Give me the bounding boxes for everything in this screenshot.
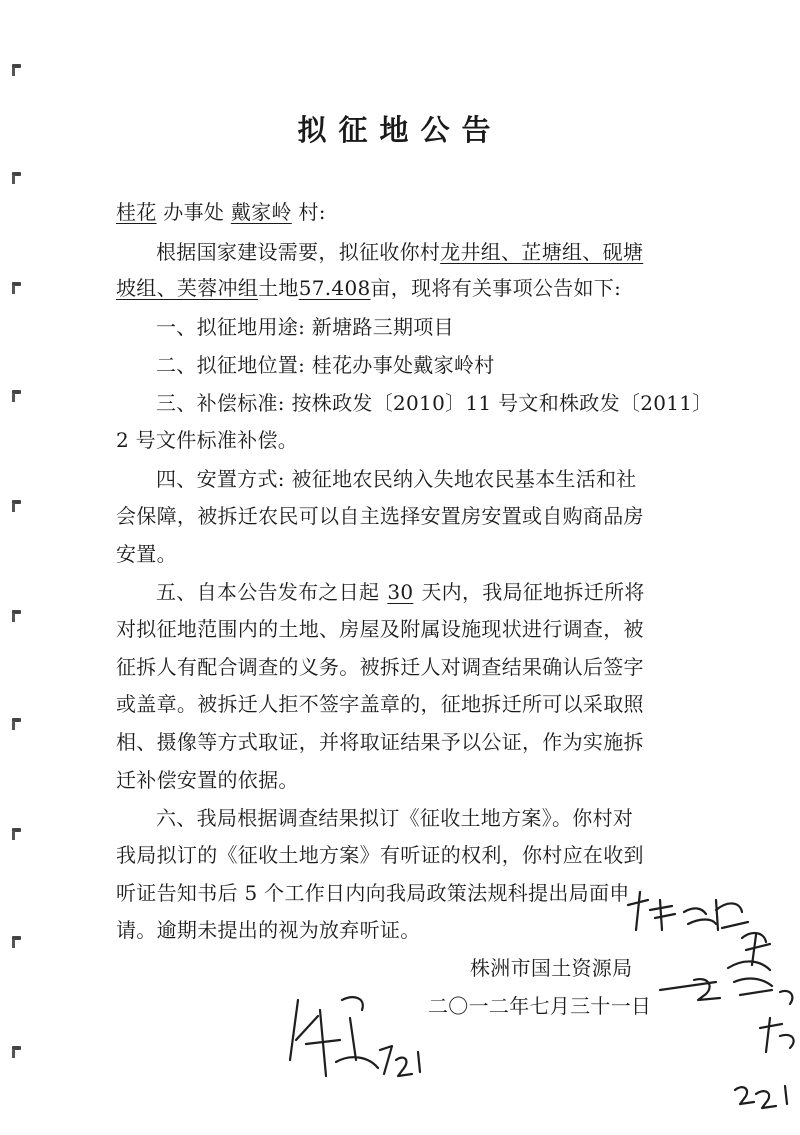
item-resettle-line-2: 会保障，被拆迁农民可以自主选择安置房安置或自购商品房 — [116, 504, 644, 528]
intro-text: 根据国家建设需要，拟征收你村 — [156, 240, 441, 264]
issue-date: 二〇一二年七月三十一日 — [428, 994, 652, 1018]
item-standard-line-1: 三、补偿标准: 按株政发〔2010〕11 号文和株政发〔2011〕 — [156, 391, 713, 415]
issuer-name: 株洲市国土资源局 — [470, 956, 633, 980]
survey-text: 五、自本公告发布之日起 — [156, 580, 380, 604]
office-suffix: 办事处 — [163, 200, 225, 224]
item-hearing-line-2: 我局拟订的《征收土地方案》有听证的权利，你村应在收到 — [116, 843, 644, 867]
item-purpose: 一、拟征地用途: 新塘路三期项目 — [156, 315, 454, 339]
item-survey-line-6: 迁补偿安置的依据。 — [116, 768, 299, 792]
land-area: 57.408 — [298, 276, 371, 300]
survey-text: 天内，我局征地拆迁所将 — [421, 580, 645, 604]
document-title: 拟征地公告 — [297, 113, 503, 147]
item-survey-line-4: 或盖章。被拆迁人拒不签字盖章的，征地拆迁所可以采取照 — [116, 692, 644, 716]
land-groups-cont: 坡组、芙蓉冲组 — [116, 276, 259, 300]
village-suffix: 村: — [298, 200, 326, 224]
item-standard-line-2: 2 号文件标准补偿。 — [116, 428, 299, 452]
intro-text: 亩，现将有关事项公告如下: — [370, 276, 622, 300]
village-name: 戴家岭 — [230, 200, 292, 224]
intro-text: 土地 — [258, 276, 299, 300]
item-resettle-line-1: 四、安置方式: 被征地农民纳入失地农民基本生活和社 — [156, 467, 637, 491]
item-location: 二、拟征地位置: 桂花办事处戴家岭村 — [156, 353, 495, 377]
item-survey-line-2: 对拟征地范围内的土地、房屋及附属设施现状进行调查，被 — [116, 617, 644, 641]
land-groups: 龙井组、芷塘组、砚塘 — [440, 240, 644, 264]
item-hearing-line-3: 听证告知书后 5 个工作日内向我局政策法规科提出局面申 — [116, 881, 630, 905]
item-hearing-line-4: 请。逾期未提出的视为放弃听证。 — [116, 918, 421, 942]
office-name: 桂花 — [116, 200, 157, 224]
item-survey-line-5: 相、摄像等方式取证，并将取证结果予以公证，作为实施拆 — [116, 730, 644, 754]
item-survey-line-3: 征拆人有配合调查的义务。被拆迁人对调查结果确认后签字 — [116, 655, 644, 679]
item-resettle-line-3: 安置。 — [116, 542, 177, 566]
survey-days: 30 — [387, 580, 414, 604]
item-hearing-line-1: 六、我局根据调查结果拟订《征收土地方案》。你村对 — [156, 806, 634, 830]
